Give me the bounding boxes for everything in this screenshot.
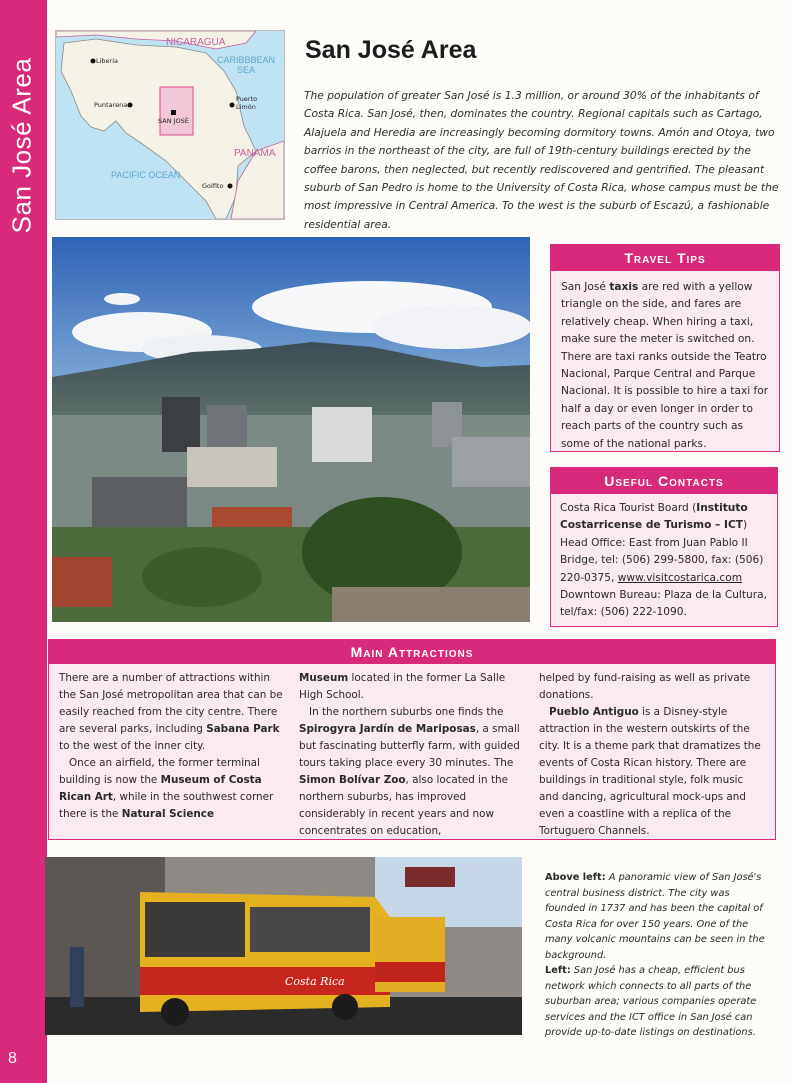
attractions-column-2: Museum located in the former La Salle High School. In the northern suburbs one finds the Spirogyra Jardín de Mariposas, a small but fascinating butterfly farm, with guided tours taking place every 30 minutes. The Simon Bolívar Zoo, also located in the northern suburbs, has improved considerably in recent years and now concentrates on education, bbox=[299, 672, 520, 837]
page-number: 8 bbox=[8, 1050, 17, 1067]
photo-captions: Above left: A panoramic view of San José's central business district. The city was founded in 1737 and has been the capital of Costa Rica for over 150 years. One of the many volcanic mountains can be seen in the background. Left: San José has a cheap, efficient bus network which connects to all parts of the suburban area; various companies operate services and the ICT office in San José can provide up-to-date listings on destinations. bbox=[545, 872, 765, 1038]
page-title: San José Area bbox=[305, 36, 477, 64]
bus-sign-text: Costa Rica bbox=[285, 975, 345, 988]
attractions-column-3: helped by fund-raising as well as private donations. Pueblo Antiguo is a Disney-style attraction in the western outskirts of the city. It is a theme park that dramatizes the events of Costa Rican history. There are buildings in traditional style, folk music and dancing, agricultural mock-ups and even a coastline with a replica of the Tortuguero Channels. bbox=[539, 672, 761, 837]
map-label-nicaragua: NICARAGUA bbox=[166, 37, 226, 48]
section-title: San José Area bbox=[6, 57, 37, 233]
map-label-panama: PANAMA bbox=[234, 148, 276, 159]
website-link[interactable]: www.visitcostarica.com bbox=[617, 571, 743, 584]
main-attractions-heading: Main Attractions bbox=[49, 640, 775, 664]
travel-tips-box bbox=[550, 244, 780, 452]
sidebar bbox=[0, 0, 47, 1083]
attractions-column-1: There are a number of attractions within the San José metropolitan area that can be easily reached from the city centre. There are several parks, including Sabana Park to the west of the inner city. Once an airfield, the former terminal building is now the Museum of Costa Rican Art, while in the southwest corner there is the Natural Science bbox=[59, 672, 283, 820]
useful-contacts-heading: Useful Contacts bbox=[551, 468, 777, 494]
map-label-liberia: Liberia bbox=[96, 57, 119, 65]
city-panorama-photo bbox=[52, 237, 530, 622]
bus-photo bbox=[45, 857, 522, 1035]
useful-contacts-box bbox=[550, 467, 778, 627]
map-label-pacific-ocean: PACIFIC OCEAN bbox=[111, 170, 181, 180]
map-label-caribbean-sea: CARIBBBEAN SEA bbox=[216, 55, 276, 75]
travel-tips-heading: Travel Tips bbox=[551, 245, 779, 271]
map-label-puerto-limon: Puerto Limón bbox=[236, 95, 258, 111]
map-label-golfito: Golfito bbox=[202, 182, 224, 190]
intro-paragraph: The population of greater San José is 1.3 million, or around 30% of the inhabitants of Costa Rica. San José, then, dominates the country. Regional capitals such as Cartago, Alajuela and Heredia are increasingly becoming dormitory towns. Amón and Otoya, two barrios in the northeast of the city, are full of 19th-century buildings erected by the coffee barons, then neglected, but recently rediscovered and gentrified. The pleasant suburb of San Pedro is home to the University of Costa Rica, whose campus must be the most impressive in Central America. To the west is the suburb of Escazú, a fashionable residential area. bbox=[304, 89, 779, 231]
travel-tips-text: San José taxis are red with a yellow triangle on the side, and fares are relatively cheap. When hiring a taxi, make sure the meter is switched on. There are taxi ranks outside the Teatro Nacional, Parque Central and Parque Nacional. It is possible to hire a taxi for half a day or even longer in order to reach parts of the country such as some of the national parks. bbox=[561, 281, 769, 450]
map-label-puntarenas: Puntarenas bbox=[94, 101, 131, 109]
main-attractions-box bbox=[48, 639, 776, 840]
useful-contacts-text: Costa Rica Tourist Board (Instituto Costarricense de Turismo – ICT) Head Office: East from Juan Pablo II Bridge, tel: (506) 299-5800, fax: (506) 220-0375, www.visitcostarica.com Downtown Bureau: Plaza de la Cultura, tel/fax: (506) 222-1090. bbox=[560, 502, 767, 619]
map-label-san-jose: SAN JOSÉ bbox=[158, 117, 189, 125]
location-map bbox=[55, 30, 285, 220]
